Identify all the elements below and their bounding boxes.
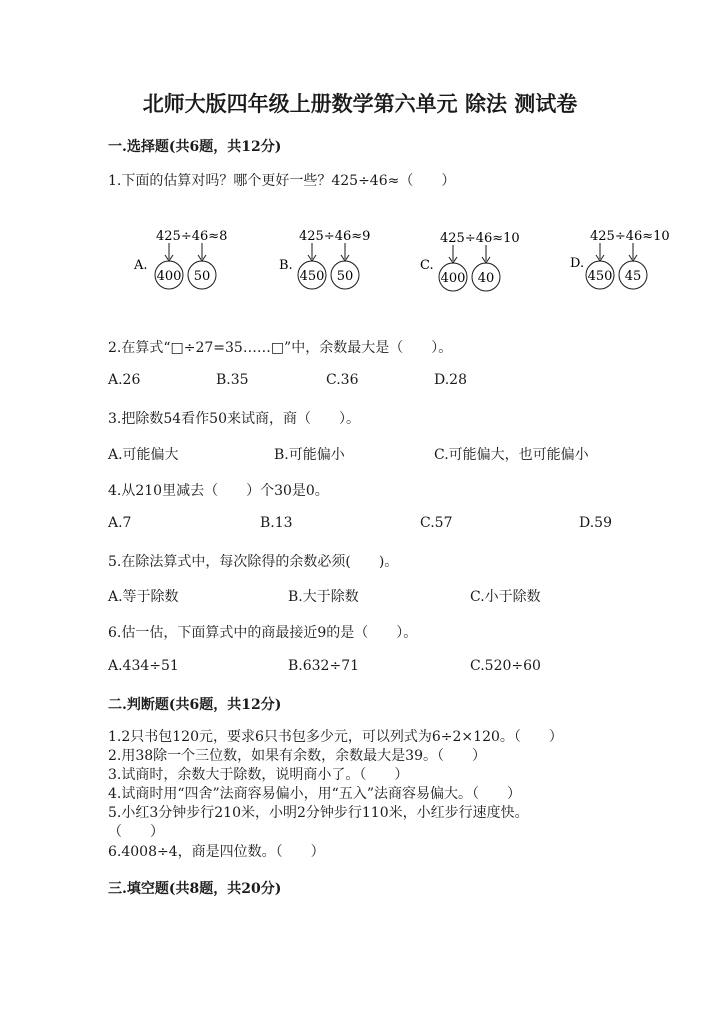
estimated-dividend: 450	[299, 269, 325, 284]
judgement-item-3: 3.试商时，余数大于除数，说明商小了。（ ）	[108, 767, 409, 783]
diagram-expression: 425÷46≈10	[590, 229, 670, 244]
diagram-label: D.	[570, 256, 585, 271]
option-4c: C.57	[420, 515, 453, 531]
question-4: 4.从210里减去（ ）个30是0。	[108, 483, 329, 499]
estimated-dividend: 400	[156, 269, 182, 284]
question-3: 3.把除数54看作50来试商，商（ ）。	[108, 411, 360, 427]
diagram-option-d	[566, 222, 696, 292]
section-heading-fill-blank: 三.填空题(共8题，共20分)	[108, 881, 282, 897]
section-heading-judgement: 二.判断题(共6题，共12分)	[108, 697, 282, 713]
diagram-label: B.	[279, 258, 293, 273]
diagram-option-a	[128, 222, 238, 292]
option-3b: B.可能偏小	[274, 447, 345, 463]
page-title: 北师大版四年级上册数学第六单元 除法 测试卷	[142, 91, 578, 116]
diagram-expression: 425÷46≈8	[156, 229, 228, 244]
option-2d: D.28	[434, 372, 467, 388]
option-2b: B.35	[216, 372, 249, 388]
option-2a: A.26	[108, 372, 141, 388]
diagram-label: A.	[134, 258, 148, 273]
judgement-item-5-paren: （ ）	[108, 824, 164, 840]
option-3c: C.可能偏大，也可能偏小	[434, 447, 589, 463]
option-5a: A.等于除数	[108, 589, 179, 605]
option-5b: B.大于除数	[288, 589, 359, 605]
option-4b: B.13	[260, 515, 293, 531]
judgement-item-4: 4.试商时用“四舍”法商容易偏小，用“五入”法商容易偏大。（ ）	[108, 786, 521, 802]
diagram-expression: 425÷46≈10	[440, 231, 520, 246]
question-5: 5.在除法算式中，每次除得的余数必须( )。	[108, 554, 399, 570]
diagram-expression: 425÷46≈9	[299, 229, 371, 244]
option-4d: D.59	[579, 515, 612, 531]
estimated-divisor: 45	[624, 269, 642, 284]
option-3a: A.可能偏大	[108, 447, 179, 463]
estimated-divisor: 50	[336, 269, 354, 284]
estimated-dividend: 450	[587, 269, 613, 284]
diagram-option-c	[416, 222, 536, 292]
estimated-divisor: 50	[193, 269, 211, 284]
diagram-option-b	[275, 222, 385, 292]
question-1: 1.下面的估算对吗？哪个更好一些？425÷46≈（ ）	[108, 173, 456, 189]
option-6a: A.434÷51	[108, 658, 179, 674]
option-6c: C.520÷60	[470, 658, 541, 674]
judgement-item-2: 2.用38除一个三位数，如果有余数，余数最大是39。（ ）	[108, 748, 486, 764]
estimated-dividend: 400	[440, 271, 466, 286]
option-4a: A.7	[108, 515, 132, 531]
question-2: 2.在算式“□÷27=35……□”中，余数最大是（ ）。	[108, 340, 453, 356]
judgement-item-1: 1.2只书包120元，要求6只书包多少元，可以列式为6÷2×120。（ ）	[108, 729, 563, 745]
question-6: 6.估一估，下面算式中的商最接近9的是（ ）。	[108, 625, 418, 641]
judgement-item-5: 5.小红3分钟步行210米，小明2分钟步行110米，小红步行速度快。	[108, 805, 529, 821]
estimated-divisor: 40	[477, 271, 495, 286]
option-2c: C.36	[326, 372, 359, 388]
option-5c: C.小于除数	[470, 589, 541, 605]
diagram-label: C.	[420, 258, 434, 273]
section-heading-choice: 一.选择题(共6题，共12分)	[108, 139, 282, 155]
option-6b: B.632÷71	[288, 658, 360, 674]
judgement-item-6: 6.4008÷4，商是四位数。（ ）	[108, 844, 325, 860]
